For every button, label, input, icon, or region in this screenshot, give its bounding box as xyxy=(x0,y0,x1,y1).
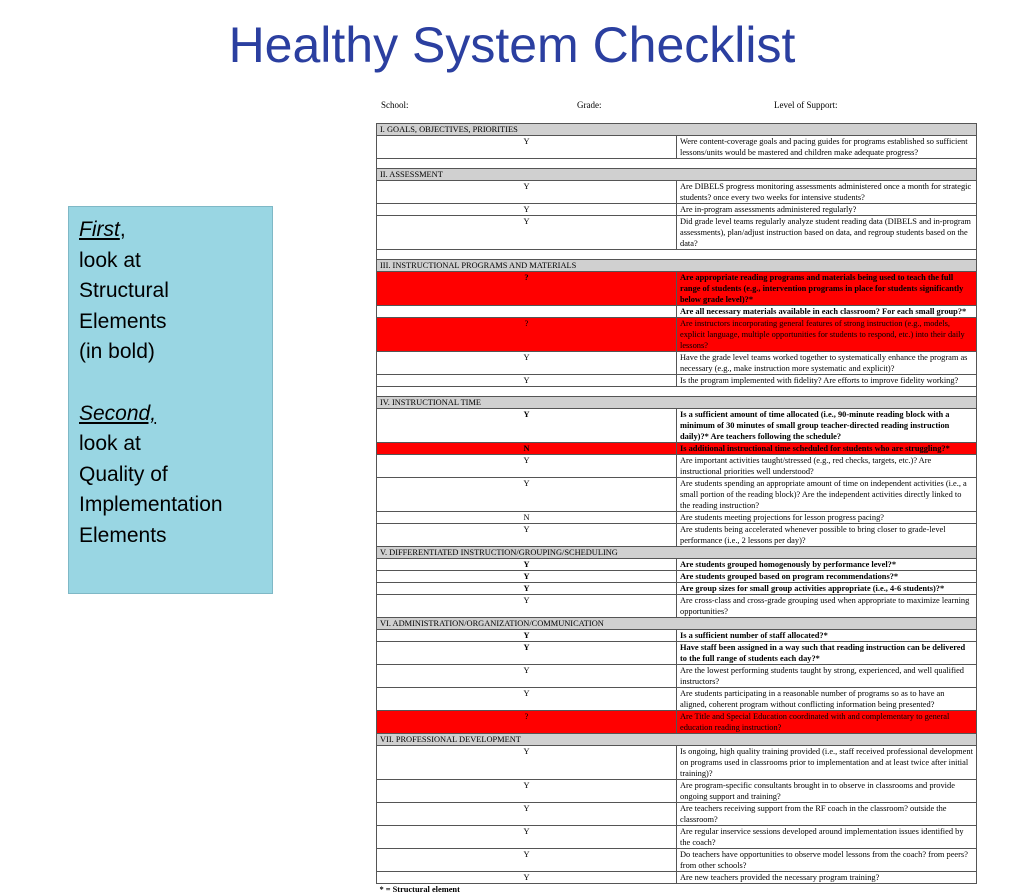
second-line xyxy=(79,399,272,430)
page-title: Healthy System Checklist xyxy=(0,14,1024,76)
instruction-line: look at xyxy=(79,246,272,277)
checklist-row xyxy=(377,478,977,512)
status-mark: Y xyxy=(377,409,677,443)
instruction-line: Structural xyxy=(79,276,272,307)
checklist-item-text: Are instructors incorporating general features of strong instruction (e.g., models, explicit language, multiple opportunities for students to respond, etc.) into their daily lessons? xyxy=(677,318,977,352)
first-label: First xyxy=(79,218,120,241)
blank-cell xyxy=(377,250,977,260)
checklist-item-text: Are DIBELS progress monitoring assessments administered once a month for strategic students? once every two weeks for intensive students? xyxy=(677,181,977,204)
checklist-item-text: Are students being accelerated whenever possible to bring closer to grade-level performance (i.e., 2 lessons per day)? xyxy=(677,524,977,547)
level-label: Level of Support: xyxy=(774,100,838,110)
checklist-row xyxy=(377,803,977,826)
status-mark: Y xyxy=(377,826,677,849)
section-title: III. INSTRUCTIONAL PROGRAMS AND MATERIALS xyxy=(377,260,977,272)
instruction-line: (in bold) xyxy=(79,337,272,368)
checklist-item-text: Are important activities taught/stressed (e.g., red checks, targets, etc.)? Are instructional priorities well understood? xyxy=(677,455,977,478)
checklist-row xyxy=(377,204,977,216)
first-comma: , xyxy=(120,218,126,241)
footnote: * = Structural element xyxy=(377,884,977,895)
checklist-row xyxy=(377,306,977,318)
status-mark: Y xyxy=(377,455,677,478)
status-mark: N xyxy=(377,512,677,524)
checklist-table xyxy=(376,123,977,895)
checklist-item-text: Were content-coverage goals and pacing guides for programs established so sufficient lessons/units would be mastered and children make adequate progress? xyxy=(677,136,977,159)
checklist-row xyxy=(377,630,977,642)
status-mark: Y xyxy=(377,595,677,618)
checklist-item-text: Is the program implemented with fidelity? Are efforts to improve fidelity working? xyxy=(677,375,977,387)
status-mark: ? xyxy=(377,272,677,306)
checklist-row xyxy=(377,136,977,159)
checklist-row xyxy=(377,443,977,455)
section-header-row xyxy=(377,260,977,272)
checklist-item-text: Is a sufficient amount of time allocated (i.e., 90-minute reading block with a minimum of 30 minutes of small group teacher-directed reading instruction daily)?* Are teachers following the schedule? xyxy=(677,409,977,443)
checklist-row xyxy=(377,688,977,711)
section-title: IV. INSTRUCTIONAL TIME xyxy=(377,397,977,409)
status-mark: Y xyxy=(377,478,677,512)
checklist-row xyxy=(377,318,977,352)
checklist-row xyxy=(377,524,977,547)
checklist-row xyxy=(377,711,977,734)
second-label: Second, xyxy=(79,402,156,425)
checklist-item-text: Are students meeting projections for lesson progress pacing? xyxy=(677,512,977,524)
status-mark: ? xyxy=(377,318,677,352)
instruction-line: Elements xyxy=(79,521,272,552)
status-mark: Y xyxy=(377,352,677,375)
checklist-row xyxy=(377,746,977,780)
checklist-item-text: Have staff been assigned in a way such that reading instruction can be delivered to the full range of students each day?* xyxy=(677,642,977,665)
status-mark: Y xyxy=(377,571,677,583)
status-mark: Y xyxy=(377,780,677,803)
grade-label: Grade: xyxy=(577,100,602,110)
section-title: I. GOALS, OBJECTIVES, PRIORITIES xyxy=(377,124,977,136)
checklist-row xyxy=(377,455,977,478)
checklist-item-text: Are teachers receiving support from the RF coach in the classroom? outside the classroom? xyxy=(677,803,977,826)
status-mark: Y xyxy=(377,872,677,884)
checklist-item-text: Is additional instructional time scheduled for students who are struggling?* xyxy=(677,443,977,455)
status-mark: Y xyxy=(377,216,677,250)
section-header-row xyxy=(377,397,977,409)
checklist-row xyxy=(377,642,977,665)
checklist-item-text: Are the lowest performing students taught by strong, experienced, and well qualified instructors? xyxy=(677,665,977,688)
section-title: VII. PROFESSIONAL DEVELOPMENT xyxy=(377,734,977,746)
checklist-item-text: Is ongoing, high quality training provided (i.e., staff received professional development on programs used in classrooms prior to implementation and at least twice after initial training)? xyxy=(677,746,977,780)
checklist-item-text: Are in-program assessments administered regularly? xyxy=(677,204,977,216)
instruction-line: Quality of xyxy=(79,460,272,491)
checklist-item-text: Are Title and Special Education coordinated with and complementary to general education reading instruction? xyxy=(677,711,977,734)
status-mark: Y xyxy=(377,688,677,711)
checklist-item-text: Are cross-class and cross-grade grouping used when appropriate to maximize learning opportunities? xyxy=(677,595,977,618)
instruction-line: Implementation xyxy=(79,490,272,521)
status-mark: Y xyxy=(377,559,677,571)
first-line xyxy=(79,215,272,246)
status-mark: Y xyxy=(377,849,677,872)
status-mark: Y xyxy=(377,642,677,665)
checklist-item-text: Did grade level teams regularly analyze student reading data (DIBELS and in-program assessments), plan/adjust instruction based on data, and regroup students based on the data? xyxy=(677,216,977,250)
checklist-item-text: Are students participating in a reasonable number of programs so as to have an aligned, coherent program without conflicting information being presented? xyxy=(677,688,977,711)
checklist-item-text: Are group sizes for small group activities appropriate (i.e., 4-6 students)?* xyxy=(677,583,977,595)
checklist-row xyxy=(377,826,977,849)
instruction-line: Elements xyxy=(79,307,272,338)
checklist-row xyxy=(377,872,977,884)
checklist-row xyxy=(377,512,977,524)
checklist-row xyxy=(377,352,977,375)
checklist-item-text: Are program-specific consultants brought in to observe in classrooms and provide ongoing support and training? xyxy=(677,780,977,803)
section-header-row xyxy=(377,169,977,181)
section-title: V. DIFFERENTIATED INSTRUCTION/GROUPING/SCHEDULING xyxy=(377,547,977,559)
section-title: II. ASSESSMENT xyxy=(377,169,977,181)
status-mark: Y xyxy=(377,665,677,688)
status-mark: Y xyxy=(377,746,677,780)
instruction-line: look at xyxy=(79,429,272,460)
spacer xyxy=(79,368,272,399)
status-mark: Y xyxy=(377,524,677,547)
checklist-row xyxy=(377,583,977,595)
instruction-box xyxy=(68,206,273,594)
status-mark: N xyxy=(377,443,677,455)
status-mark: Y xyxy=(377,630,677,642)
status-mark: Y xyxy=(377,583,677,595)
section-header-row xyxy=(377,734,977,746)
status-mark xyxy=(377,306,677,318)
footnote-row xyxy=(377,884,977,895)
checklist-body xyxy=(377,124,977,895)
checklist-row xyxy=(377,849,977,872)
checklist-row xyxy=(377,272,977,306)
section-title: VI. ADMINISTRATION/ORGANIZATION/COMMUNICATION xyxy=(377,618,977,630)
blank-row xyxy=(377,387,977,397)
status-mark: Y xyxy=(377,204,677,216)
checklist-row xyxy=(377,559,977,571)
checklist-row xyxy=(377,216,977,250)
status-mark: Y xyxy=(377,375,677,387)
checklist-item-text: Have the grade level teams worked together to systematically enhance the program as necessary (e.g., make instruction more systematic and explicit)? xyxy=(677,352,977,375)
checklist-row xyxy=(377,780,977,803)
checklist-row xyxy=(377,375,977,387)
checklist-item-text: Are all necessary materials available in each classroom? For each small group?* xyxy=(677,306,977,318)
status-mark: Y xyxy=(377,803,677,826)
blank-cell xyxy=(377,387,977,397)
checklist-item-text: Do teachers have opportunities to observe model lessons from the coach? from peers? from other schools? xyxy=(677,849,977,872)
section-header-row xyxy=(377,124,977,136)
checklist-item-text: Are appropriate reading programs and materials being used to teach the full range of students (e.g., intervention programs in place for students significantly below grade level)?* xyxy=(677,272,977,306)
checklist-item-text: Are students grouped homogenously by performance level?* xyxy=(677,559,977,571)
status-mark: ? xyxy=(377,711,677,734)
blank-row xyxy=(377,250,977,260)
status-mark: Y xyxy=(377,136,677,159)
checklist-row xyxy=(377,665,977,688)
checklist-row xyxy=(377,409,977,443)
school-label: School: xyxy=(381,100,409,110)
checklist-item-text: Is a sufficient number of staff allocated?* xyxy=(677,630,977,642)
checklist-item-text: Are regular inservice sessions developed around implementation issues identified by the coach? xyxy=(677,826,977,849)
checklist-row xyxy=(377,595,977,618)
blank-cell xyxy=(377,159,977,169)
section-header-row xyxy=(377,618,977,630)
blank-row xyxy=(377,159,977,169)
checklist-item-text: Are students spending an appropriate amount of time on independent activities (i.e., a small portion of the reading block)? Are the independent activities directly linked to the reading instruction? xyxy=(677,478,977,512)
checklist-row xyxy=(377,181,977,204)
checklist-row xyxy=(377,571,977,583)
checklist-item-text: Are students grouped based on program recommendations?* xyxy=(677,571,977,583)
status-mark: Y xyxy=(377,181,677,204)
section-header-row xyxy=(377,547,977,559)
checklist-item-text: Are new teachers provided the necessary program training? xyxy=(677,872,977,884)
